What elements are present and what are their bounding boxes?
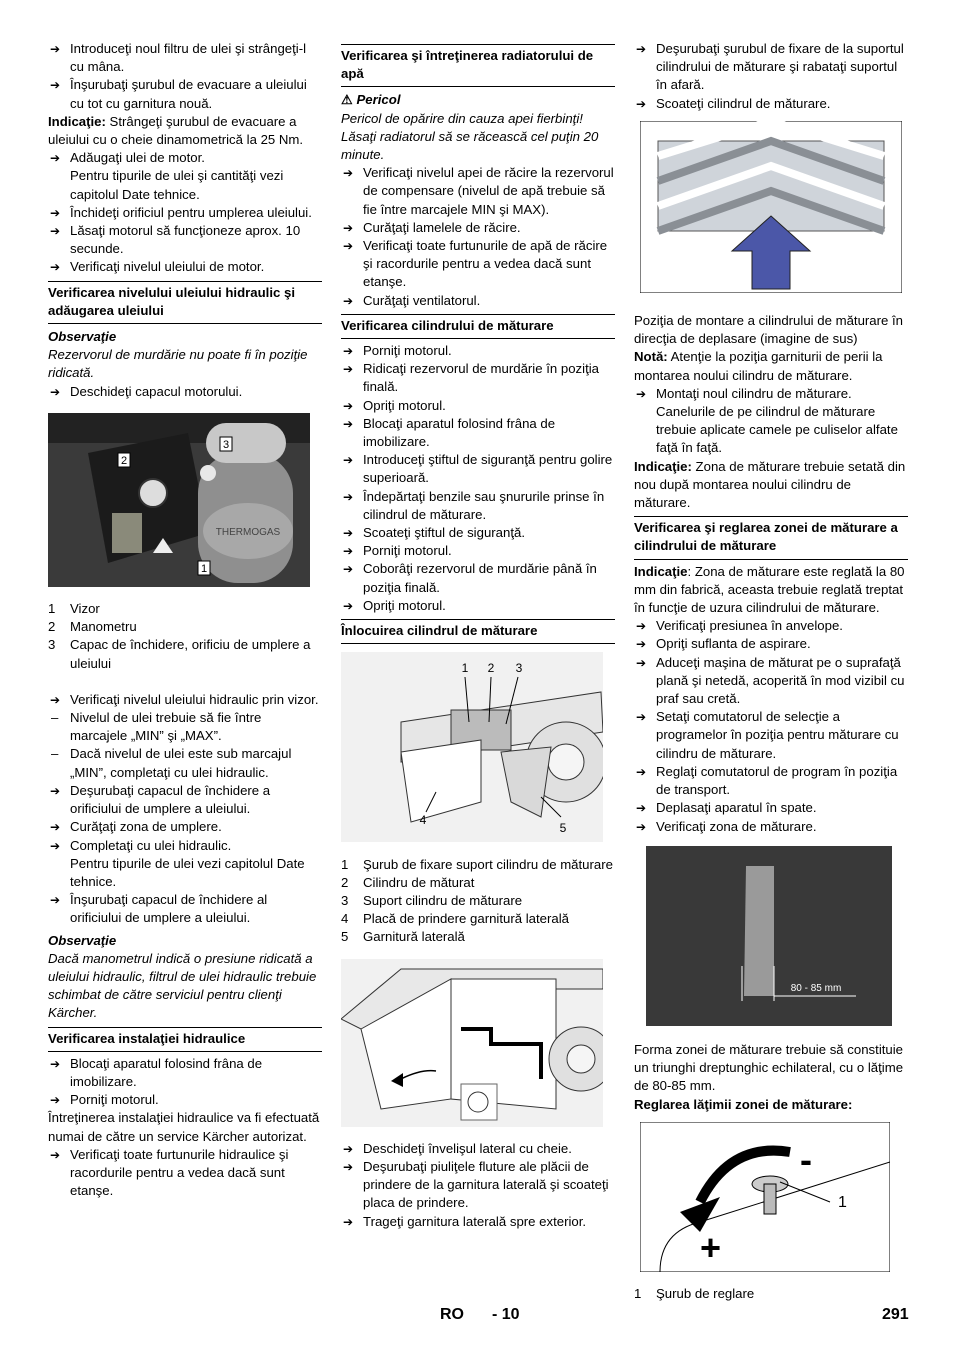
arrow-right-icon: ➔ — [343, 598, 354, 613]
arrow-right-icon: ➔ — [50, 78, 61, 93]
arrow-right-icon: ➔ — [343, 416, 354, 431]
step: ➔ Verificaţi toate furtunurile de apă de răcire şi racordurile pentru a vedea dacă sunt etanşe. — [343, 238, 608, 290]
dash-item: – Dacă nivelul de ulei este sub marcajul „MIN”, completaţi cu ulei hidraulic. — [51, 746, 292, 780]
step: ➔ Blocaţi aparatul folosind frâna de imobilizare. — [50, 1055, 263, 1089]
svg-text:5: 5 — [559, 821, 567, 836]
drum-orientation-diagram — [640, 121, 908, 298]
note-heading: Observaţie — [48, 932, 117, 948]
step: ➔ Deschideţi capacul motorului. — [48, 383, 322, 401]
footer-subpage: - 10 — [492, 1306, 520, 1323]
legend-item: 1 Vizor — [48, 601, 100, 617]
arrow-right-icon: ➔ — [636, 42, 647, 56]
step: ➔ Curăţaţi ventilatorul. — [341, 292, 615, 310]
paragraph: Poziţia de montare a cilindrului de măturare în direcţia de deplasare (imagine de sus) — [634, 313, 904, 347]
svg-text:THERMOGAS: THERMOGAS — [215, 526, 281, 538]
step: ➔ Verificaţi toate furtunurile hidraulice şi racordurile pentru a vedea dacă sunt etanşe. — [50, 1146, 289, 1199]
arrow-right-icon: ➔ — [636, 96, 647, 111]
arrow-right-icon: ➔ — [343, 398, 354, 413]
step: ➔ Ridicaţi rezervorul de murdărie în poziţia finală. — [343, 361, 600, 395]
step: ➔ Verificaţi nivelul uleiului hidraulic prin vizor. — [48, 691, 322, 709]
note: Notă: Atenţie la poziţia garniturii de perii la montarea noului cilindru de măturare. — [634, 349, 883, 383]
step: ➔ Verificaţi presiunea în anvelope. — [634, 617, 908, 635]
arrow-right-icon: ➔ — [343, 220, 354, 235]
step: ➔ Introduceţi noul filtru de ulei şi strângeţi-l cu mâna. — [50, 41, 307, 75]
arrow-right-icon: ➔ — [50, 260, 61, 275]
step: ➔ Deşurubaţi capacul de închidere a orificiului de umplere a uleiului. — [50, 782, 271, 817]
danger-heading: ⚠ Pericol — [341, 92, 401, 108]
arrow-right-icon: ➔ — [50, 151, 61, 166]
arrow-right-icon: ➔ — [343, 544, 354, 559]
arrow-right-icon: ➔ — [343, 562, 354, 577]
arrow-right-icon: ➔ — [50, 224, 61, 239]
arrow-right-icon: ➔ — [636, 386, 647, 401]
arrow-right-icon: ➔ — [343, 239, 354, 254]
step: ➔ Aduceţi maşina de măturat pe o suprafaţă plană şi netedă, acoperită în mod vizibil cu praf sau cretă. — [636, 654, 905, 707]
danger-text: Pericol de opărire din cauza apei fierbinţi! Lăsaţi radiatorul să se răcească cel puţin 20 minute. — [341, 110, 599, 163]
arrow-right-icon: ➔ — [50, 205, 61, 220]
step: ➔ Porniţi motorul. — [341, 342, 615, 360]
arrow-right-icon: ➔ — [636, 619, 647, 634]
legend-item: 1 Şurub de reglare — [634, 1285, 755, 1301]
sweep-pattern-photo — [646, 846, 908, 1031]
svg-text:2: 2 — [120, 454, 128, 467]
step: ➔ Deşurubaţi şurubul de fixare de la suportul cilindrului de măturare şi rabataţi suportul în afară. — [636, 41, 904, 93]
footer-language: RO — [440, 1306, 464, 1323]
step: ➔ Curăţaţi lamelele de răcire. — [341, 219, 615, 237]
chevron-arrow-illustration — [640, 121, 902, 293]
paragraph: Forma zonei de măturare trebuie să constituie un triunghi dreptunghic echilateral, cu o lăţime de 80-85 mm. — [634, 1041, 904, 1094]
step: ➔ Opriţi motorul. — [341, 397, 615, 415]
arrow-right-icon: ➔ — [343, 293, 354, 308]
step: ➔ Deplasaţi aparatul în spate. — [634, 799, 908, 817]
step: ➔ Îndepărtaţi benzile sau şnururile prinse în cilindrul de măturare. — [343, 488, 605, 522]
arrow-right-icon: ➔ — [636, 710, 647, 725]
svg-text:-: - — [800, 1138, 812, 1180]
svg-text:1: 1 — [461, 661, 469, 676]
sweeper-drum-illustration — [341, 652, 603, 842]
note-text: Dacă manometrul indică o presiune ridicată a uleiului hidraulic, filtrul de ulei hidraulic trebuie schimbat de către serviciul pentru clienţi Kärcher. — [48, 950, 317, 1021]
arrow-right-icon: ➔ — [50, 820, 61, 835]
step-continuation: Pentru tipurile de ulei vezi capitolul Date tehnice. — [70, 855, 305, 889]
step: ➔ Adăugaţi ulei de motor. — [48, 149, 322, 167]
side-seal-illustration — [341, 959, 603, 1127]
indication: Indicaţie: Zona de măturare este reglată la 80 mm din fabrică, aceasta trebuie reglată treptat în funcţie de uzura cilindrului de măturare. — [634, 563, 905, 616]
step: ➔ Opriţi suflanta de aspirare. — [634, 635, 908, 653]
arrow-right-icon: ➔ — [636, 637, 647, 652]
step: ➔ Închideţi orificiul pentru umplerea uleiului. — [48, 204, 322, 222]
column-2 — [341, 40, 615, 1231]
arrow-right-icon: ➔ — [343, 1159, 354, 1174]
step: ➔ Introduceţi ştiftul de siguranţă pentru golire superioară. — [343, 452, 613, 486]
arrow-right-icon: ➔ — [343, 526, 354, 541]
legend-item: 1 Şurub de fixare suport cilindru de măturare — [341, 856, 613, 872]
arrow-right-icon: ➔ — [50, 1056, 61, 1071]
arrow-right-icon: ➔ — [343, 1214, 354, 1229]
warning-triangle-icon: ⚠ — [341, 92, 353, 108]
legend-item: 3 Suport cilindru de măturare — [341, 892, 523, 908]
step: ➔ Verificaţi nivelul uleiului de motor. — [48, 258, 322, 276]
step: ➔ Coborâţi rezervorul de murdărie până în poziţia finală. — [343, 561, 597, 595]
arrow-right-icon: ➔ — [343, 166, 354, 181]
section-heading: Verificarea instalaţiei hidraulice — [48, 1027, 322, 1052]
arrow-right-icon: ➔ — [343, 1141, 354, 1156]
section-heading: Verificarea cilindrului de măturare — [341, 314, 615, 339]
arrow-right-icon: ➔ — [50, 1147, 61, 1162]
arrow-right-icon: ➔ — [636, 801, 647, 816]
svg-text:1: 1 — [200, 562, 208, 575]
step: ➔ Trageţi garnitura laterală spre exterior. — [341, 1213, 615, 1231]
step: ➔ Scoateţi ştiftul de siguranţă. — [341, 524, 615, 542]
section-heading: Verificarea nivelului uleiului hidraulic şi adăugarea uleiului — [48, 281, 322, 324]
arrow-right-icon: ➔ — [636, 764, 647, 779]
arrow-right-icon: ➔ — [50, 1093, 61, 1108]
step: ➔ Opriţi motorul. — [341, 597, 615, 615]
step: ➔ Setaţi comutatorul de selecţie a programelor în poziţia pentru măturare cu cilindru de măturare. — [636, 709, 899, 761]
step: ➔ Curăţaţi zona de umplere. — [48, 818, 322, 836]
arrow-right-icon: ➔ — [50, 838, 61, 853]
dash-item: – Nivelul de ulei trebuie să fie între marcajele „MIN” şi „MAX”. — [51, 710, 262, 744]
sweep-pattern-image — [646, 846, 892, 1026]
paragraph: Întreţinerea instalaţiei hidraulice va fi efectuată numai de către un service Kärcher autorizat. — [48, 1110, 320, 1144]
svg-text:4: 4 — [419, 813, 427, 828]
column-3 — [634, 40, 908, 1303]
arrow-right-icon: ➔ — [343, 489, 354, 504]
footer-page-number: 291 — [882, 1306, 909, 1323]
step: ➔ Verificaţi zona de măturare. — [634, 818, 908, 836]
paragraph: Reglarea lăţimii zonei de măturare: — [634, 1096, 853, 1112]
step: ➔ Verificaţi nivelul apei de răcire la rezervorul de compensare (nivelul de apă trebuie să fie între marcajele MIN şi MAX). — [343, 165, 614, 217]
svg-text:2: 2 — [487, 661, 495, 676]
arrow-right-icon: ➔ — [50, 893, 61, 908]
step-continuation: Pentru tipurile de ulei şi cantităţi vezi capitolul Date tehnice. — [70, 168, 284, 202]
side-seal-diagram — [341, 959, 615, 1132]
column-1 — [48, 40, 322, 1200]
legend-item: 5 Garnitură laterală — [341, 929, 465, 945]
arrow-right-icon: ➔ — [636, 655, 647, 670]
svg-text:1: 1 — [838, 1193, 847, 1211]
step: ➔ Deşurubaţi piuliţele fluture ale plăcii de prindere de la garnitura laterală şi scoateţi placa de prindere. — [343, 1158, 609, 1211]
section-heading: Verificarea şi întreţinerea radiatorului de apă — [341, 44, 615, 87]
hydraulic-tank-photo — [48, 413, 322, 592]
svg-text:80 - 85 mm: 80 - 85 mm — [790, 982, 842, 994]
hydraulic-tank-image — [48, 413, 310, 587]
note-heading: Observaţie — [48, 329, 117, 345]
adjustment-screw-illustration — [640, 1122, 890, 1272]
arrow-right-icon: ➔ — [636, 819, 647, 834]
step: ➔ Înşurubaţi şurubul de evacuare a uleiului cu tot cu garnitura nouă. — [50, 77, 307, 111]
step: ➔ Reglaţi comutatorul de program în poziţia de transport. — [636, 763, 898, 798]
svg-text:3: 3 — [222, 438, 230, 451]
step: ➔ Completaţi cu ulei hidraulic. — [48, 837, 322, 855]
step: ➔ Scoateţi cilindrul de măturare. — [634, 95, 908, 113]
step: ➔ Porniţi motorul. — [48, 1091, 322, 1109]
step: ➔ Blocaţi aparatul folosind frâna de imobilizare. — [343, 415, 556, 450]
note-text: Rezervorul de murdărie nu poate fi în poziţie ridicată. — [48, 347, 308, 381]
section-heading: Înlocuirea cilindrul de măturare — [341, 619, 615, 644]
indication: Indicaţie: Zona de măturare trebuie setată din nou după montarea noului cilindru de măturare. — [634, 458, 906, 511]
arrow-right-icon: ➔ — [343, 453, 354, 468]
arrow-right-icon: ➔ — [343, 362, 354, 377]
arrow-right-icon: ➔ — [50, 384, 61, 399]
arrow-right-icon: ➔ — [50, 692, 61, 707]
step: ➔ Lăsaţi motorul să funcţioneze aprox. 10 secunde. — [50, 223, 301, 257]
section-heading: Verificarea şi reglarea zonei de măturare a cilindrului de măturare — [634, 516, 908, 559]
arrow-right-icon: ➔ — [343, 344, 354, 359]
indication: Indicaţie: Strângeţi şurubul de evacuare a uleiului cu o cheie dinamometrică la 25 Nm. — [48, 113, 304, 148]
arrow-right-icon: ➔ — [50, 783, 61, 798]
svg-text:3: 3 — [515, 661, 523, 676]
legend-item: 3 Capac de închidere, orificiu de umplere a uleiului — [48, 637, 311, 671]
arrow-right-icon: ➔ — [50, 42, 61, 56]
svg-text:+: + — [700, 1226, 722, 1268]
legend-item: 4 Placă de prindere garnitură laterală — [341, 911, 569, 927]
sweeper-drum-diagram — [341, 652, 615, 847]
step: ➔ Porniţi motorul. — [341, 542, 615, 560]
step: ➔ Montaţi noul cilindru de măturare. Canelurile de pe cilindrul de măturare trebuie aplicate camele pe culiselor alfate faţă în faţă. — [636, 385, 898, 456]
step: ➔ Deschideţi învelişul lateral cu cheie. — [341, 1140, 615, 1158]
legend-item: 2 Manometru — [48, 619, 137, 635]
step: ➔ Înşurubaţi capacul de închidere al orificiului de umplere a uleiului. — [50, 892, 268, 926]
adjustment-screw-diagram — [640, 1122, 908, 1277]
legend-item: 2 Cilindru de măturat — [341, 874, 475, 890]
